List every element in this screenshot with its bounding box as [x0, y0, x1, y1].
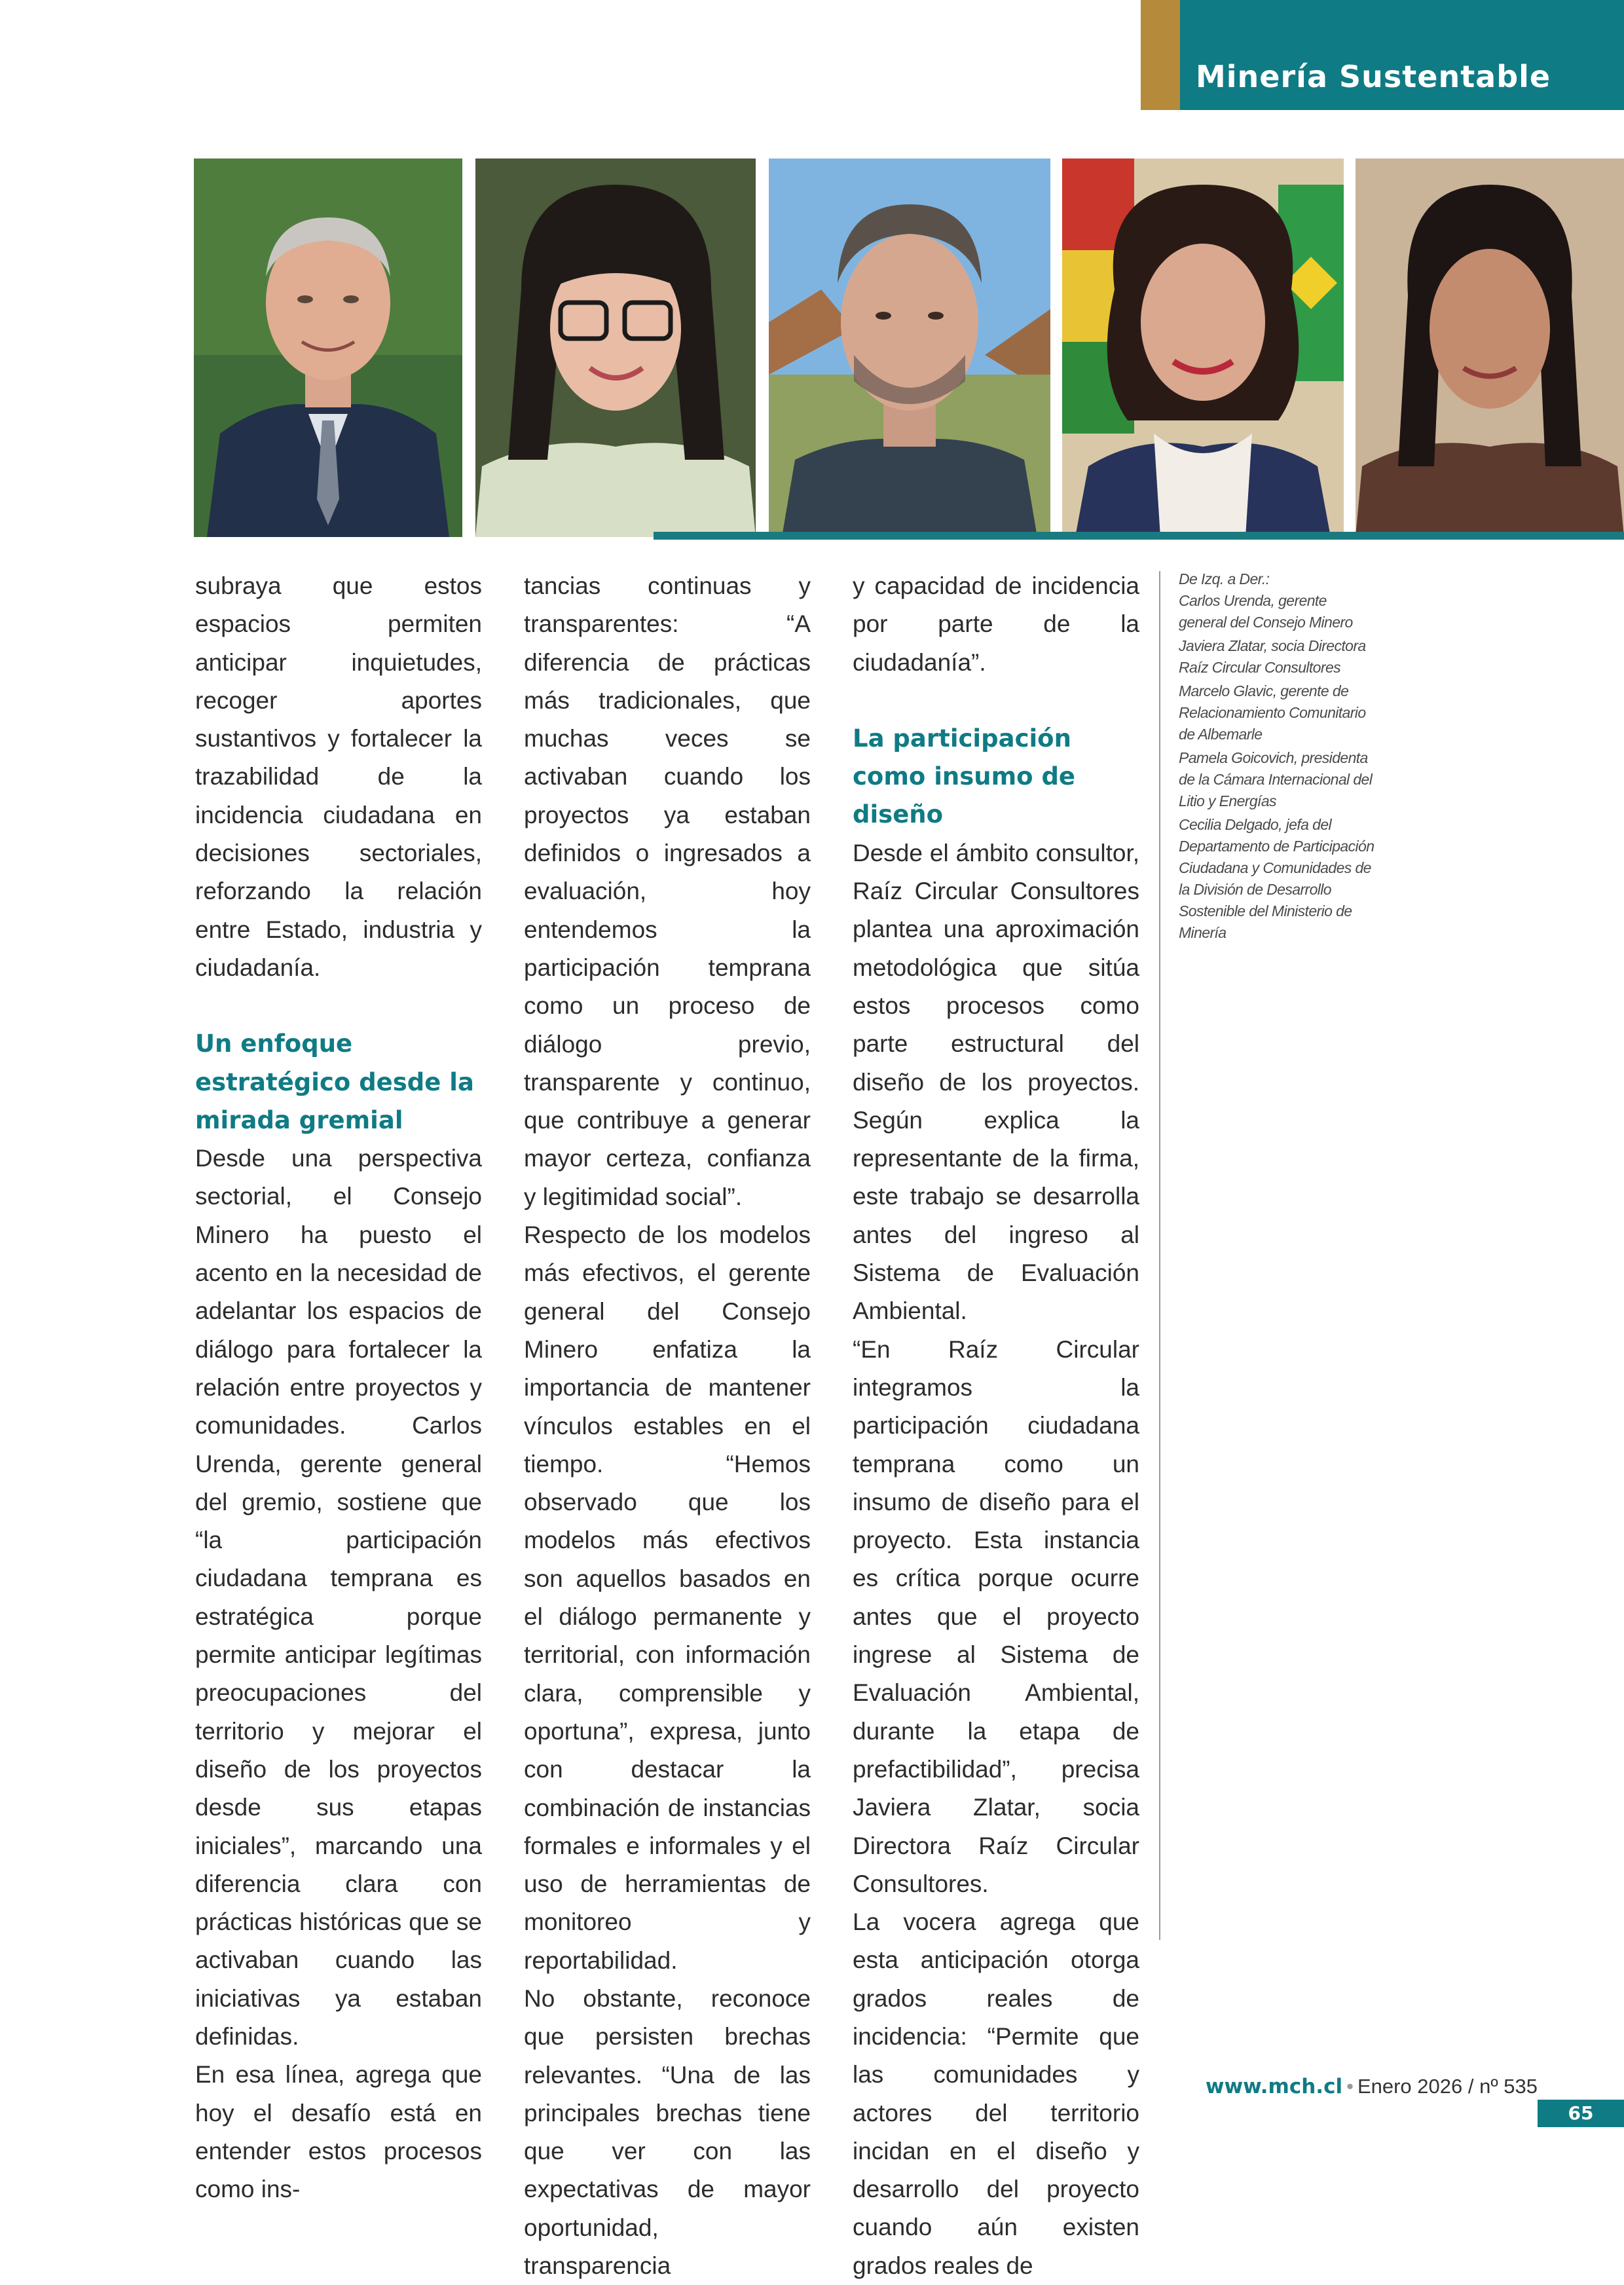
- caption-entry: Pamela Goicovich, presidenta de la Cámara Internacional del Litio y Energías: [1179, 749, 1373, 809]
- photo-strip-rule: [654, 532, 1624, 540]
- paragraph: y capacidad de incidencia por parte de la ciudadanía”.: [853, 572, 1139, 676]
- issue-info: Enero 2026 / nº 535: [1357, 2075, 1538, 2098]
- website-link[interactable]: www.mch.cl: [1205, 2075, 1343, 2098]
- subheading-participacion-diseno: La participación como insumo de diseño: [853, 724, 1076, 829]
- caption-entry: Cecilia Delgado, jefa del Departamento de Participación Ciudadana y Comunidades de la División de Desarrollo Sostenible del Ministerio de Minería: [1179, 816, 1375, 941]
- caption-entry: Marcelo Glavic, gerente de Relacionamiento Comunitario de Albemarle: [1179, 682, 1366, 743]
- paragraph: Desde el ámbito consultor, Raíz Circular Consultores plantea una aproximación metodológica que sitúa estos procesos como parte estructural del diseño de los proyectos. Según explica la representante de la firma, este trabajo se desarrolla antes del ingreso al Sistema de Evaluación Ambiental.: [853, 839, 1139, 1325]
- caption-intro: De Izq. a Der.:: [1179, 570, 1270, 587]
- page-number: 65: [1538, 2100, 1624, 2127]
- paragraph: tancias continuas y transparentes: “A diferencia de prácticas más tradicionales, que muchas veces se activaban cuando los proyectos ya estaban definidos o ingresados a evaluación, hoy entendemos la participación temprana como un proceso de diálogo previo, transparente y continuo, que contribuye a generar mayor certeza, confianza y legitimidad social”.: [524, 572, 811, 1210]
- text-column-2: [524, 567, 811, 2285]
- caption-divider: [1159, 571, 1160, 1940]
- photo-caption: [1179, 568, 1375, 946]
- header-accent-bar: [1141, 0, 1180, 110]
- photo-pamela-goicovich: [1062, 158, 1344, 537]
- subheading-enfoque-estrategico: Un enfoque estratégico desde la mirada gremial: [195, 1030, 474, 1134]
- photo-javiera-zlatar: [475, 158, 756, 537]
- section-title: Minería Sustentable: [1196, 59, 1551, 94]
- text-column-1: [195, 567, 482, 2208]
- paragraph: Desde una perspectiva sectorial, el Consejo Minero ha puesto el acento en la necesidad de adelantar los espacios de diálogo para fortalecer la relación entre proyectos y comunidades. Carlos Urenda, gerente general del gremio, sostiene que “la participación ciudadana temprana es estratégica porque permite anticipar legítimas preocupaciones del territorio y mejorar el diseño de los proyectos desde sus etapas iniciales”, marcando una diferencia clara con prácticas históricas que se activaban cuando las iniciativas ya estaban definidas.: [195, 1145, 482, 2050]
- photo-cecilia-delgado: [1356, 158, 1624, 537]
- text-column-3: [853, 567, 1139, 2285]
- photo-marcelo-glavic: [769, 158, 1050, 537]
- page-footer: [1206, 2075, 1538, 2108]
- paragraph: No obstante, reconoce que persisten brechas relevantes. “Una de las principales brechas tiene que ver con las expectativas de mayor oportunidad, transparencia: [524, 1984, 811, 2280]
- photo-carlos-urenda: [194, 158, 462, 537]
- paragraph: “En Raíz Circular integramos la participación ciudadana temprana como un insumo de diseño para el proyecto. Esta instancia es crítica porque ocurre antes que el proyecto ingrese al Sistema de Evaluación Ambiental, durante la etapa de prefactibilidad”, precisa Javiera Zlatar, socia Directora Raíz Circular Consultores.: [853, 1335, 1139, 1897]
- caption-entry: Javiera Zlatar, socia Directora Raíz Circular Consultores: [1179, 637, 1366, 676]
- caption-entry: Carlos Urenda, gerente general del Consejo Minero: [1179, 592, 1353, 631]
- bullet-separator: •: [1346, 2075, 1354, 2098]
- paragraph: En esa línea, agrega que hoy el desafío está en entender estos procesos como ins-: [195, 2061, 482, 2203]
- paragraph: subraya que estos espacios permiten anticipar inquietudes, recoger aportes sustantivos y fortalecer la trazabilidad de la incidencia ciudadana en decisiones sectoriales, reforzando la relación entre Estado, industria y ciudadanía.: [195, 572, 482, 981]
- paragraph: La vocera agrega que esta anticipación otorga grados reales de incidencia: “Permite que las comunidades y actores del territorio incidan en el diseño y desarrollo del proyecto cuando aún existen grados reales de: [853, 1908, 1139, 2279]
- paragraph: Respecto de los modelos más efectivos, el gerente general del Consejo Minero enfatiza la importancia de mantener vínculos estables en el tiempo. “Hemos observado que los modelos más efectivos son aquellos basados en el diálogo permanente y territorial, con información clara, comprensible y oportuna”, expresa, junto con destacar la combinación de instancias formales e informales y el uso de herramientas de monitoreo y reportabilidad.: [524, 1221, 811, 1974]
